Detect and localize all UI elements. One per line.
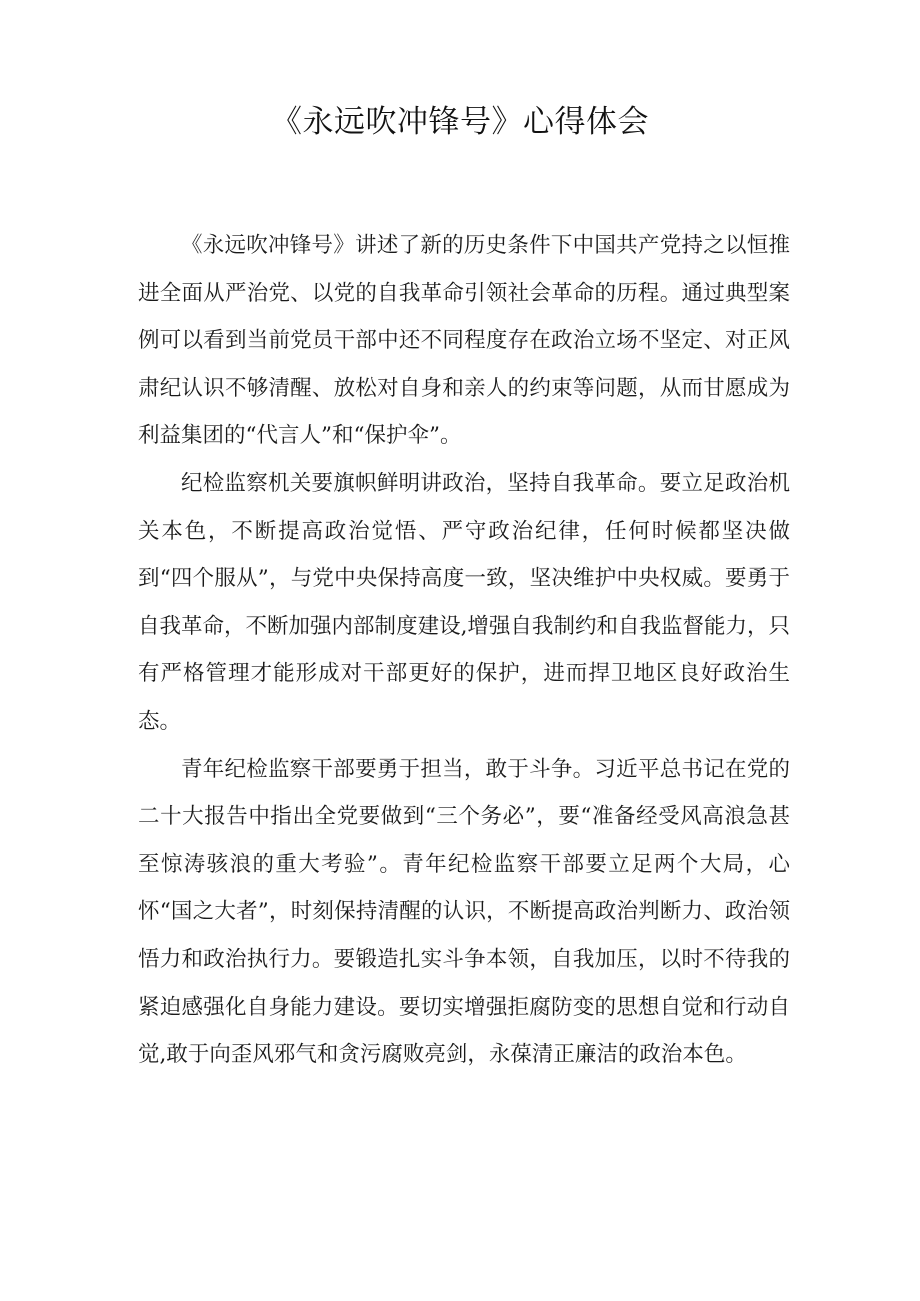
document-title: 《永远吹冲锋号》心得体会: [271, 104, 649, 140]
paragraph-3: 青年纪检监察干部要勇于担当，敢于斗争。习近平总书记在党的二十大报告中指出全党要做到“三个务必”，要“准备经受风高浪急甚至惊涛骇浪的重大考验”。青年纪检监察干部要立足两个大局，心怀“国之大者”，时刻保持清醒的认识，不断提高政治判断力、政治领悟力和政治执行力。要锻造扎实斗争本领，自我加压，以时不待我的紧迫感强化自身能力建设。要切实增强拒腐防变的思想自觉和行动自觉,敢于向歪风邪气和贪污腐败亮剑，永葆清正廉洁的政治本色。: [138, 756, 790, 1068]
paragraph-1: 《永远吹冲锋号》讲述了新的历史条件下中国共产党持之以恒推进全面从严治党、以党的自我革命引领社会革命的历程。通过典型案例可以看到当前党员干部中还不同程度存在政治立场不坚定、对正风肃纪认识不够清醒、放松对自身和亲人的约束等问题，从而甘愿成为利益集团的“代言人”和“保护伞”。: [138, 233, 790, 449]
paragraph-2: 纪检监察机关要旗帜鲜明讲政治，坚持自我革命。要立足政治机关本色，不断提高政治觉悟、严守政治纪律，任何时候都坚决做到“四个服从”，与党中央保持高度一致，坚决维护中央权威。要勇于自我革命，不断加强内部制度建设,增强自我制约和自我监督能力，只有严格管理才能形成对干部更好的保护，进而捍卫地区良好政治生态。: [138, 470, 790, 734]
document-body: [138, 222, 790, 1079]
